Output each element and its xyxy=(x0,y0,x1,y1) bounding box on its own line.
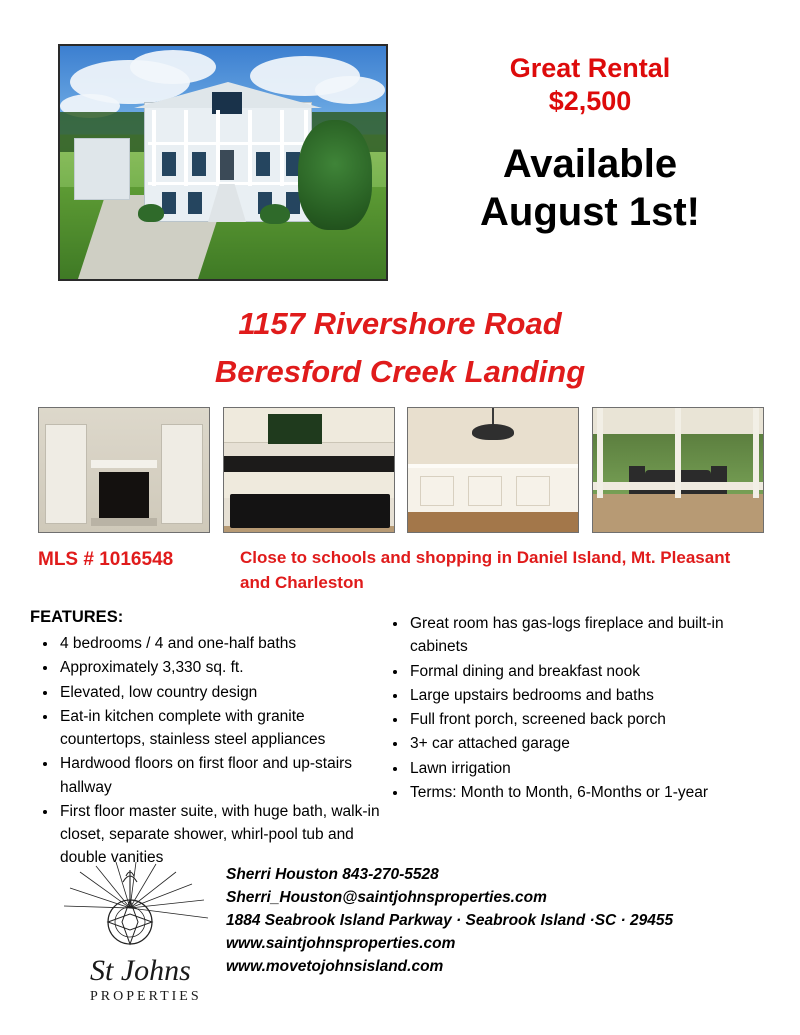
list-item: • Formal dining and breakfast nook xyxy=(408,660,760,683)
website-secondary[interactable]: www.movetojohnsisland.com xyxy=(226,957,444,975)
great-room-fireplace-photo xyxy=(38,407,210,533)
list-item: • Hardwood floors on first floor and up-stairs hallway xyxy=(58,752,385,799)
list-item: • Terms: Month to Month, 6-Months or 1-year xyxy=(408,781,760,804)
website-primary[interactable]: www.saintjohnsproperties.com xyxy=(226,934,456,952)
mls-number: MLS # 1016548 xyxy=(38,549,174,570)
hero-section xyxy=(0,0,800,300)
location-tagline: Close to schools and shopping in Daniel Island, Mt. Pleasant and Charleston xyxy=(240,548,731,592)
screened-back-porch-photo xyxy=(592,407,764,533)
features-heading: FEATURES: xyxy=(30,608,124,626)
features-column-right xyxy=(380,612,760,805)
agent-email[interactable]: Sherri_Houston@saintjohnsproperties.com xyxy=(226,888,547,906)
neighbor-house xyxy=(74,138,130,200)
rental-price: $2,500 xyxy=(548,85,632,116)
main-house-photo xyxy=(58,44,388,281)
list-item: • Eat-in kitchen complete with granite countertops, stainless steel appliances xyxy=(58,705,385,752)
porch-column xyxy=(184,110,188,186)
rental-price-headline xyxy=(400,52,780,118)
list-item: • Lawn irrigation xyxy=(408,757,760,780)
availability-headline xyxy=(400,140,780,236)
list-item: • Large upstairs bedrooms and baths xyxy=(408,684,760,707)
property-address xyxy=(0,300,800,396)
hero-headlines xyxy=(400,52,780,236)
list-item: • Great room has gas-logs fireplace and built-in cabinets xyxy=(408,612,760,659)
address-street: 1157 Rivershore Road xyxy=(238,306,562,341)
logo-wordmark: St Johns xyxy=(90,954,191,987)
porch-column xyxy=(152,110,156,186)
logo-subtext: PROPERTIES xyxy=(90,989,202,1004)
window xyxy=(162,152,176,176)
contact-block xyxy=(226,864,766,979)
shrub xyxy=(138,204,164,222)
kitchen-granite-island-photo xyxy=(223,407,395,533)
window xyxy=(256,152,270,176)
oak-tree xyxy=(298,120,372,230)
list-item: • 4 bedrooms / 4 and one-half baths xyxy=(58,632,385,655)
list-item: • Elevated, low country design xyxy=(58,681,385,704)
cloud-shape xyxy=(130,50,216,84)
window xyxy=(188,192,202,214)
office-address: 1884 Seabrook Island Parkway · Seabrook Island ·SC · 29455 xyxy=(226,911,674,929)
window xyxy=(162,192,176,214)
porch-column xyxy=(280,110,284,186)
st-johns-properties-logo xyxy=(60,862,220,1007)
upper-porch-rail xyxy=(148,142,308,145)
shrub xyxy=(260,204,290,224)
formal-dining-room-photo xyxy=(407,407,579,533)
address-neighborhood: Beresford Creek Landing xyxy=(214,354,586,390)
list-item: • First floor master suite, with huge bath, walk-in closet, separate shower, whirl-pool tub and double vanities xyxy=(58,800,385,870)
window xyxy=(192,152,206,176)
front-door xyxy=(220,150,234,180)
porch-column xyxy=(248,110,252,186)
list-item: • Approximately 3,330 sq. ft. xyxy=(58,656,385,679)
features-column-left xyxy=(30,632,385,871)
agent-name-phone: Sherri Houston 843-270-5528 xyxy=(226,866,439,883)
available-label: Available xyxy=(502,141,678,186)
available-date: August 1st! xyxy=(480,189,700,234)
list-item: • 3+ car attached garage xyxy=(408,732,760,755)
cloud-shape xyxy=(315,76,385,104)
list-item: • Full front porch, screened back porch xyxy=(408,708,760,731)
photo-thumbnail-row xyxy=(38,407,764,533)
rental-label: Great Rental xyxy=(509,53,671,83)
